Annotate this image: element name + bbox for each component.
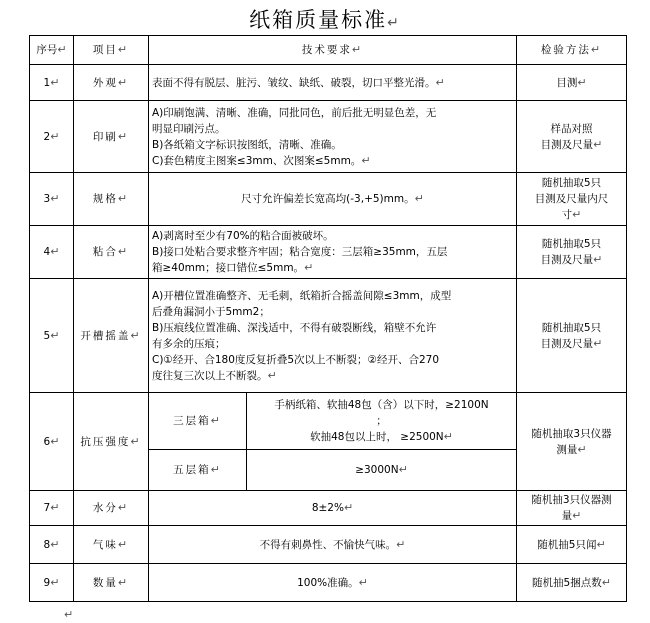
table-row: [30, 279, 627, 393]
method-line: 目测及尺量内尺: [534, 193, 609, 205]
requirement-line: 8±2%: [311, 502, 344, 514]
compressive-strength-cell: [149, 393, 517, 491]
requirement-line: 有多余的压痕；: [152, 337, 226, 350]
inspection-method: 随机抽3只仪器测 量↵: [517, 491, 627, 526]
requirement-text: 尺寸允许偏差长宽高均(-3,+5)mm。↵: [149, 173, 517, 226]
requirement-text: A)剥离时至少有70%的粘合面被破坏。 B)接口处粘合要求整齐牢固；粘合宽度：三层箱≥35mm，五层 箱≥40mm；接口错位≤5mm。↵: [149, 226, 517, 279]
row-item: 开槽摇盖↵: [74, 279, 149, 393]
method-line: 目测及尺量: [540, 254, 594, 266]
requirement-line: A)开槽位置准确整齐、无毛刺，纸箱折合摇盖间隙≤3mm，成型: [152, 289, 452, 302]
inspection-method: 随机抽取3只仪器 测量↵: [517, 393, 627, 491]
inspection-method: 随机抽5捆点数↵: [517, 564, 627, 602]
row-number: 2↵: [30, 101, 74, 173]
row-number: 7↵: [30, 491, 74, 526]
method-line: 测量: [556, 443, 578, 456]
row-item: 印刷↵: [74, 101, 149, 173]
layer-label: 五层箱↵: [149, 449, 247, 490]
requirement-line: B)压痕线位置准确、深浅适中，不得有破裂断线，箱壁不允许: [152, 321, 437, 334]
paragraph-mark-icon: ↵: [64, 608, 74, 621]
compressive-subtable: [149, 393, 516, 490]
layer-label: 三层箱↵: [149, 393, 247, 449]
requirement-text: 100%准确。↵: [149, 564, 517, 602]
inspection-method: 目测↵: [517, 65, 627, 101]
sub-row: [149, 449, 516, 490]
strength-text: ；: [376, 414, 387, 427]
row-number: 1↵: [30, 65, 74, 101]
inspection-method: 样品对照 目测及尺量↵: [517, 101, 627, 173]
row-item: 规格↵: [74, 173, 149, 226]
paragraph-mark-icon: ↵: [387, 15, 401, 31]
header-item: 项目↵: [74, 36, 149, 65]
header-row: [30, 36, 627, 65]
requirement-line: 表面不得有脱层、脏污、皱纹、缺纸、破裂，切口平整光滑。: [152, 76, 436, 89]
requirement-line: C)①经开、合180度反复折叠5次以上不断裂；②经开、合270: [152, 353, 440, 366]
inspection-method: 随机抽取5只 目测及尺量↵: [517, 226, 627, 279]
method-line: 量: [561, 510, 573, 522]
method-line: 随机抽取5只: [541, 177, 602, 189]
row-item: 外观↵: [74, 65, 149, 101]
row-number: 4↵: [30, 226, 74, 279]
row-item: 抗压强度↵: [74, 393, 149, 491]
quality-standard-table: [29, 35, 627, 602]
requirement-line: A)印刷饱满、清晰、准确，同批同色，前后批无明显色差，无: [152, 106, 437, 119]
table-row: [30, 526, 627, 564]
table-row: [30, 101, 627, 173]
strength-text: ≥3000N: [355, 463, 399, 476]
method-line: 目测及尺量: [540, 337, 594, 350]
inspection-method: 随机抽5只闻↵: [517, 526, 627, 564]
row-item: 气味↵: [74, 526, 149, 564]
strength-text: 手柄纸箱、软抽48包（含）以下时，≥2100N: [274, 398, 489, 411]
strength-value: ≥3000N↵: [247, 449, 517, 490]
method-line: 随机抽取5只: [541, 321, 602, 334]
sub-row: [149, 393, 516, 449]
table-body: [30, 36, 627, 602]
header-requirements: 技术要求↵: [149, 36, 517, 65]
method-line: 目测: [556, 76, 578, 89]
requirement-line: 箱≥40mm；接口错位≤5mm。: [152, 262, 305, 274]
requirement-line: 不得有刺鼻性、不愉快气味。: [259, 538, 397, 551]
strength-value: 手柄纸箱、软抽48包（含）以下时，≥2100N ； 软抽48包以上时， ≥2500N↵: [247, 393, 517, 449]
requirement-text: 8±2%↵: [149, 491, 517, 526]
row-number: 8↵: [30, 526, 74, 564]
requirement-line: 尺寸允许偏差长宽高均(-3,+5)mm。: [241, 193, 415, 205]
method-line: 随机抽5只闻: [537, 538, 597, 551]
header-method: 检验方法↵: [517, 36, 627, 65]
method-line: 样品对照: [550, 122, 593, 135]
row-item: 水分↵: [74, 491, 149, 526]
inspection-method: 随机抽取5只 目测及尺量内尺 寸↵: [517, 173, 627, 226]
row-number: 5↵: [30, 279, 74, 393]
requirement-line: C)套色精度主图案≤3mm、次图案≤5mm。: [152, 154, 362, 167]
requirement-line: 100%准确。: [297, 576, 359, 589]
requirement-line: 明显印刷污点。: [152, 122, 226, 135]
requirement-line: B)接口处粘合要求整齐牢固；粘合宽度：三层箱≥35mm，五层: [152, 246, 448, 258]
requirement-line: B)各纸箱文字标识按图纸，清晰、准确。: [152, 138, 342, 151]
table-row: [30, 491, 627, 526]
row-number: 9↵: [30, 564, 74, 602]
method-line: 随机抽取3只仪器: [531, 427, 612, 440]
title-text: 纸箱质量标准: [249, 8, 388, 32]
method-line: 目测及尺量: [540, 138, 594, 151]
requirement-line: A)剥离时至少有70%的粘合面被破坏。: [152, 230, 334, 242]
table-row: [30, 226, 627, 279]
requirement-line: 后叠角漏洞小于5mm2；: [152, 305, 270, 318]
method-line: 随机抽5捆点数: [532, 576, 602, 589]
row-number: 3↵: [30, 173, 74, 226]
requirement-text: A)印刷饱满、清晰、准确，同批同色，前后批无明显色差，无 明显印刷污点。 B)各纸箱文字标识按图纸，清晰、准确。 C)套色精度主图案≤3mm、次图案≤5mm。↵: [149, 101, 517, 173]
row-item: 粘合↵: [74, 226, 149, 279]
requirement-text: 表面不得有脱层、脏污、皱纹、缺纸、破裂，切口平整光滑。↵: [149, 65, 517, 101]
table-row: [30, 65, 627, 101]
page-title: [0, 4, 650, 34]
table-row: [30, 564, 627, 602]
method-line: 寸: [561, 209, 573, 221]
header-no: 序号↵: [30, 36, 74, 65]
method-line: 随机抽3只仪器测: [531, 494, 612, 506]
requirement-text: 不得有刺鼻性、不愉快气味。↵: [149, 526, 517, 564]
row-number: 6↵: [30, 393, 74, 491]
row-item: 数量↵: [74, 564, 149, 602]
inspection-method: 随机抽取5只 目测及尺量↵: [517, 279, 627, 393]
method-line: 随机抽取5只: [541, 238, 602, 250]
table-row: [30, 173, 627, 226]
requirement-text: A)开槽位置准确整齐、无毛刺，纸箱折合摇盖间隙≤3mm，成型 后叠角漏洞小于5mm2； B)压痕线位置准确、深浅适中，不得有破裂断线，箱壁不允许 有多余的压痕； C)①经开、合180度反复折叠5次以上不断裂；②经开、合270 度往复三次以上不断裂。↵: [149, 279, 517, 393]
strength-text: 软抽48包以上时， ≥2500N: [310, 430, 444, 443]
requirement-line: 度往复三次以上不断裂。: [152, 369, 268, 382]
table-row: [30, 393, 627, 491]
